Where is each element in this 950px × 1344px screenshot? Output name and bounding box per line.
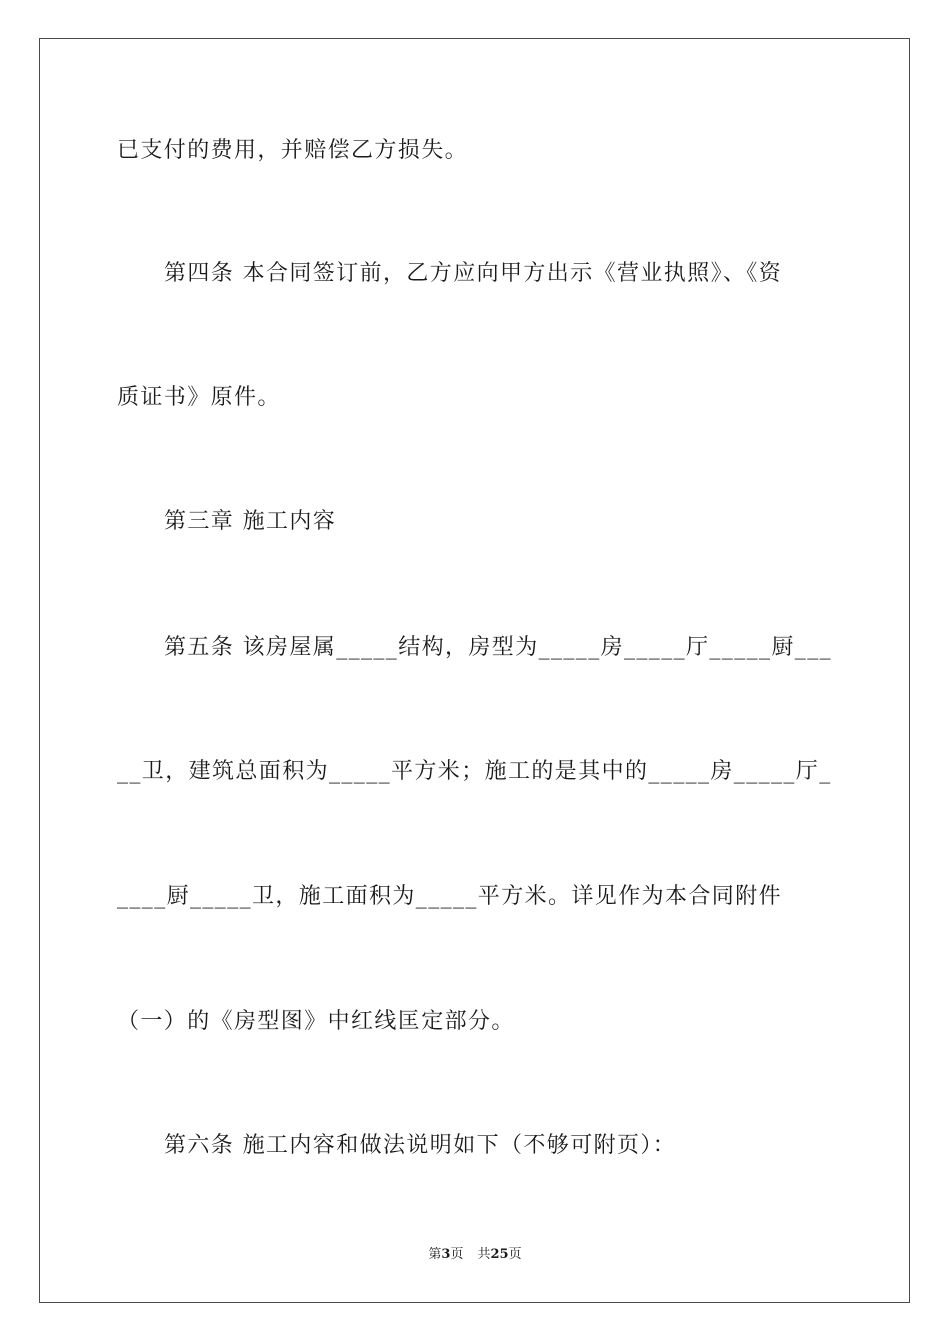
page-border: [39, 38, 910, 1303]
page-footer: [0, 1246, 950, 1264]
text-line-article-6: 第六条 施工内容和做法说明如下（不够可附页）：: [164, 1133, 677, 1158]
text-line-article-4: 第四条 本合同签订前，乙方应向甲方出示《营业执照》、《资: [164, 261, 783, 286]
text-line-6: __卫，建筑总面积为_____平方米；施工的是其中的_____房_____厅_: [117, 759, 832, 784]
footer-total-suffix: 页: [508, 1247, 522, 1262]
text-line-3: 质证书》原件。: [117, 385, 281, 410]
footer-page-number: 3: [441, 1247, 451, 1262]
footer-page-prefix: 第: [428, 1247, 442, 1262]
text-line-1: 已支付的费用，并赔偿乙方损失。: [117, 138, 469, 163]
chapter-heading: 第三章 施工内容: [164, 509, 337, 534]
footer-total-prefix: 共: [477, 1247, 491, 1262]
text-line-article-5: 第五条 该房屋属_____结构，房型为_____房_____厅_____厨___: [164, 635, 832, 660]
footer-page-suffix: 页: [450, 1247, 464, 1262]
text-line-7: ____厨_____卫，施工面积为_____平方米。详见作为本合同附件: [117, 884, 783, 909]
footer-total-pages: 25: [490, 1247, 509, 1262]
text-line-8: （一）的《房型图》中红线匡定部分。: [117, 1009, 515, 1034]
